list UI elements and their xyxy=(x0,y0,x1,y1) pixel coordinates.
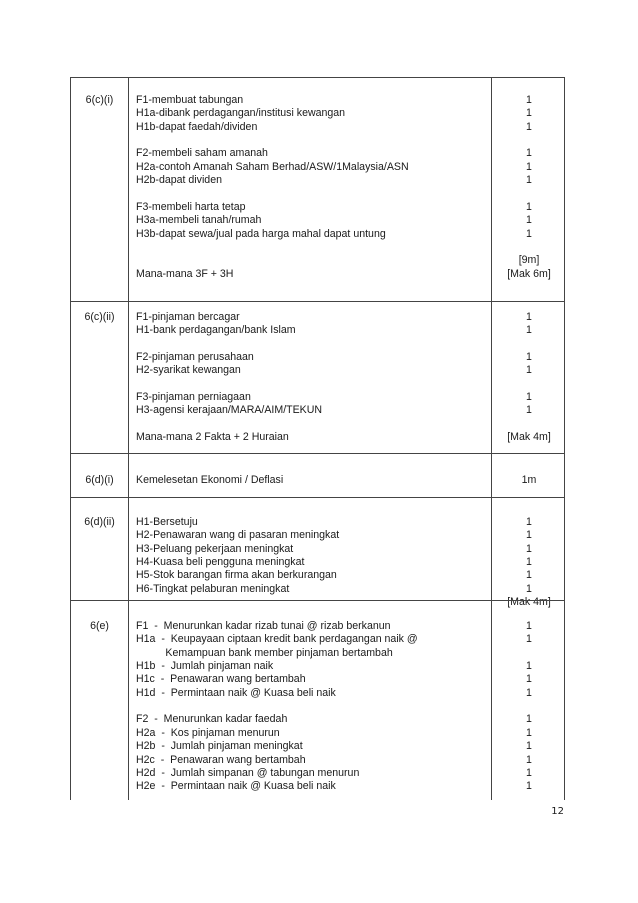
mark-value: 1 xyxy=(526,713,532,726)
answer-point: H1d - Permintaan naik @ Kuasa beli naik xyxy=(136,686,336,699)
page-number: 12 xyxy=(551,806,564,817)
mark-value: 1 xyxy=(526,556,532,569)
mark-value: 1 xyxy=(526,753,532,766)
answer-point: F2 - Menurunkan kadar faedah xyxy=(136,713,288,726)
answer-point: H1a - Keupayaan ciptaan kredit bank perdagangan naik @ xyxy=(136,633,418,646)
answer-point: H2b-dapat dividen xyxy=(136,174,222,187)
mark-value: [Mak 6m] xyxy=(507,267,551,280)
answer-point: H4-Kuasa beli pengguna meningkat xyxy=(136,556,305,569)
answer-point: H2-Penawaran wang di pasaran meningkat xyxy=(136,529,340,542)
answer-point: H2c - Penawaran wang bertambah xyxy=(136,753,306,766)
answer-point: H1c - Penawaran wang bertambah xyxy=(136,673,306,686)
answer-point: F1-pinjaman bercagar xyxy=(136,311,240,323)
mark-value: 1 xyxy=(526,516,532,528)
answer-point: H2a-contoh Amanah Saham Berhad/ASW/1Malaysia/ASN xyxy=(136,160,409,173)
table-row-6d-ii xyxy=(71,497,564,609)
question-number: 6(e) xyxy=(90,620,109,632)
answer-point: H1-bank perdagangan/bank Islam xyxy=(136,324,296,337)
mark-value: 1 xyxy=(526,766,532,779)
answer-point: H2-syarikat kewangan xyxy=(136,364,241,377)
mark-value: 1 xyxy=(526,147,532,160)
question-number: 6(d)(i) xyxy=(85,474,114,486)
mark-value: 1 xyxy=(526,174,532,187)
mark-value: 1 xyxy=(526,391,532,404)
mark-value: 1 xyxy=(526,726,532,739)
mark-value: 1 xyxy=(526,351,532,364)
mark-value: 1 xyxy=(526,780,532,793)
answer-point: H5-Stok barangan firma akan berkurangan xyxy=(136,569,337,582)
question-number: 6(c)(ii) xyxy=(84,311,115,323)
question-number: 6(c)(i) xyxy=(85,94,114,106)
answer-point: F2-membeli saham amanah xyxy=(136,147,268,160)
mark-value: [Mak 4m] xyxy=(507,431,551,444)
answer-point: H2a - Kos pinjaman menurun xyxy=(136,726,280,739)
mark-value: 1m xyxy=(521,474,537,486)
answer-point: F3-membeli harta tetap xyxy=(136,200,246,213)
mark-value: 1 xyxy=(526,364,532,377)
mark-value: 1 xyxy=(526,160,532,173)
table-row-6d-i xyxy=(71,453,564,497)
answer-point: F3-pinjaman perniagaan xyxy=(136,391,251,404)
mark-value: 1 xyxy=(526,404,532,417)
answer-point: Kemampuan bank member pinjaman bertambah xyxy=(136,646,393,659)
mark-value: 1 xyxy=(526,620,532,632)
mark-value: 1 xyxy=(526,200,532,213)
marking-scheme-table xyxy=(70,77,565,800)
table-row-6e xyxy=(71,600,564,801)
answer-point: H1-Bersetuju xyxy=(136,516,198,528)
answer-point: H3b-dapat sewa/jual pada harga mahal dapat untung xyxy=(136,227,386,240)
mark-value: 1 xyxy=(526,569,532,582)
mark-value: 1 xyxy=(526,686,532,699)
answer-point: Kemelesetan Ekonomi / Deflasi xyxy=(136,474,284,486)
mark-value: 1 xyxy=(526,227,532,240)
answer-point: H1b-dapat faedah/dividen xyxy=(136,120,258,133)
answer-point: H3a-membeli tanah/rumah xyxy=(136,214,262,227)
mark-value: 1 xyxy=(526,660,532,673)
mark-value: 1 xyxy=(526,542,532,555)
table-row-6c-ii xyxy=(71,301,564,453)
answer-point: H2d - Jumlah simpanan @ tabungan menurun xyxy=(136,766,360,779)
question-number: 6(d)(ii) xyxy=(84,516,115,528)
answer-point: H2e - Permintaan naik @ Kuasa beli naik xyxy=(136,780,336,793)
answer-point: H3-Peluang pekerjaan meningkat xyxy=(136,542,294,555)
answer-point: Mana-mana 3F + 3H xyxy=(136,267,234,280)
mark-value: 1 xyxy=(526,324,532,337)
mark-value: 1 xyxy=(526,214,532,227)
mark-value: 1 xyxy=(526,740,532,753)
mark-value: 1 xyxy=(526,94,532,106)
mark-value: 1 xyxy=(526,120,532,133)
answer-point: H3-agensi kerajaan/MARA/AIM/TEKUN xyxy=(136,404,323,417)
answer-point: F1 - Menurunkan kadar rizab tunai @ rizab berkanun xyxy=(136,620,391,632)
answer-point: F2-pinjaman perusahaan xyxy=(136,351,254,364)
answer-point: H1b - Jumlah pinjaman naik xyxy=(136,660,274,673)
mark-value: 1 xyxy=(526,529,532,542)
answer-point: Mana-mana 2 Fakta + 2 Huraian xyxy=(136,431,289,444)
mark-value: 1 xyxy=(526,107,532,120)
answer-point: H1a-dibank perdagangan/institusi kewangan xyxy=(136,107,346,120)
mark-value: 1 xyxy=(526,311,532,323)
mark-value: 1 xyxy=(526,673,532,686)
mark-value: 1 xyxy=(526,633,532,646)
table-row-6c-i xyxy=(71,78,564,301)
mark-value: [Mak 4m] xyxy=(507,596,551,609)
mark-value: [9m] xyxy=(518,254,540,267)
answer-point: H6-Tingkat pelaburan meningkat xyxy=(136,582,290,595)
mark-value: 1 xyxy=(526,582,532,595)
answer-point: H2b - Jumlah pinjaman meningkat xyxy=(136,740,303,753)
answer-point: F1-membuat tabungan xyxy=(136,94,244,106)
